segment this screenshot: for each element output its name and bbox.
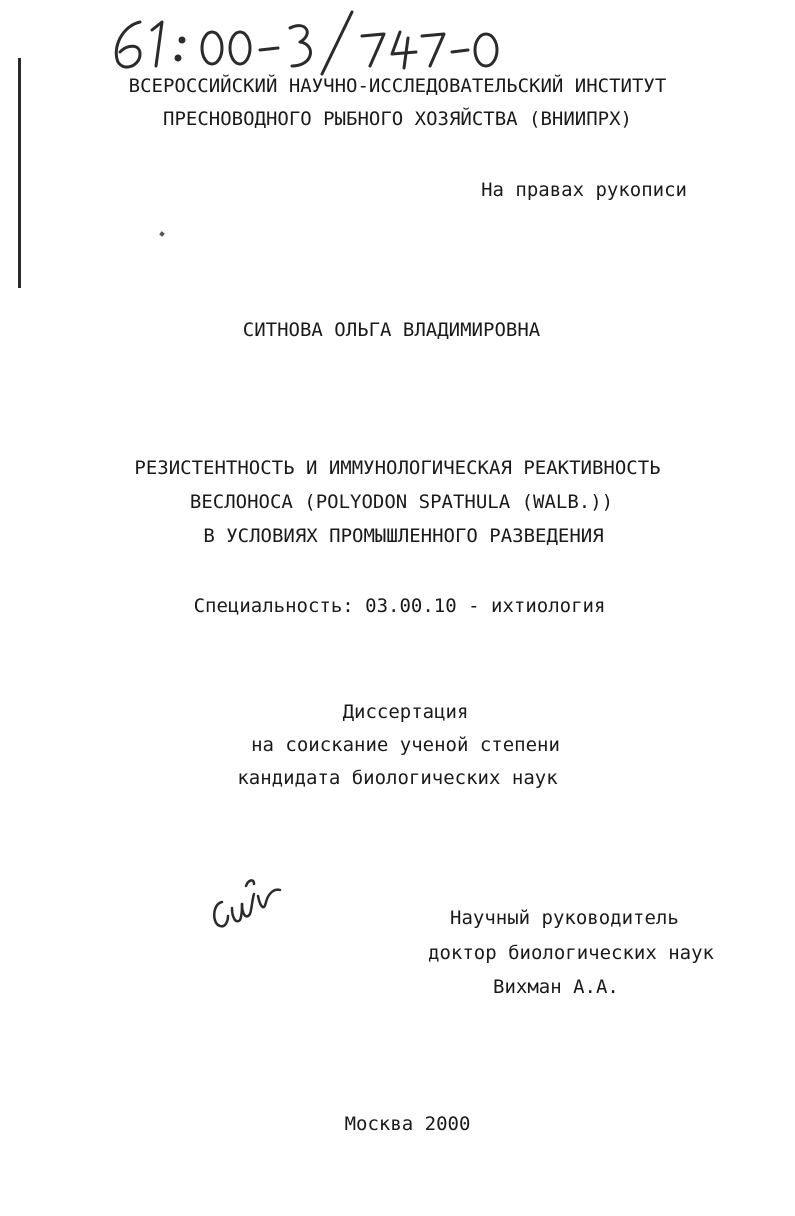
- city-year: Москва 2000: [344, 1113, 471, 1135]
- title-line-3: В УСЛОВИЯХ ПРОМЫШЛЕННОГО РАЗВЕДЕНИЯ: [203, 525, 604, 547]
- degree-line-3: кандидата биологических наук: [237, 767, 558, 789]
- handwritten-archive-code: [100, 8, 530, 78]
- degree-line-1: Диссертация: [342, 701, 469, 723]
- institute-line-2: ПРЕСНОВОДНОГО РЫБНОГО ХОЗЯЙСТВА (ВНИИПРХ): [163, 108, 632, 130]
- title-line-2: ВЕСЛОНОСА (POLYODON SPATHULA (WALB.)): [189, 491, 614, 513]
- scan-speck: [159, 231, 165, 237]
- manuscript-rights: На правах рукописи: [481, 179, 687, 201]
- degree-line-2: на соискание ученой степени: [251, 734, 560, 756]
- supervisor-line-1: Научный руководитель: [450, 907, 679, 929]
- supervisor-line-3: Вихман А.А.: [493, 976, 619, 998]
- archive-code-text: [100, 14, 108, 15]
- title-line-1: РЕЗИСТЕНТНОСТЬ И ИММУНОЛОГИЧЕСКАЯ РЕАКТИВНОСТЬ: [134, 457, 661, 479]
- author-name: СИТНОВА ОЛЬГА ВЛАДИМИРОВНА: [242, 319, 541, 341]
- handwritten-signature: [208, 872, 288, 932]
- institute-line-1: ВСЕРОССИЙСКИЙ НАУЧНО-ИССЛЕДОВАТЕЛЬСКИЙ ИНСТИТУТ: [128, 75, 667, 97]
- specialty: Специальность: 03.00.10 - ихтиология: [193, 595, 606, 617]
- supervisor-line-2: доктор биологических наук: [428, 942, 714, 964]
